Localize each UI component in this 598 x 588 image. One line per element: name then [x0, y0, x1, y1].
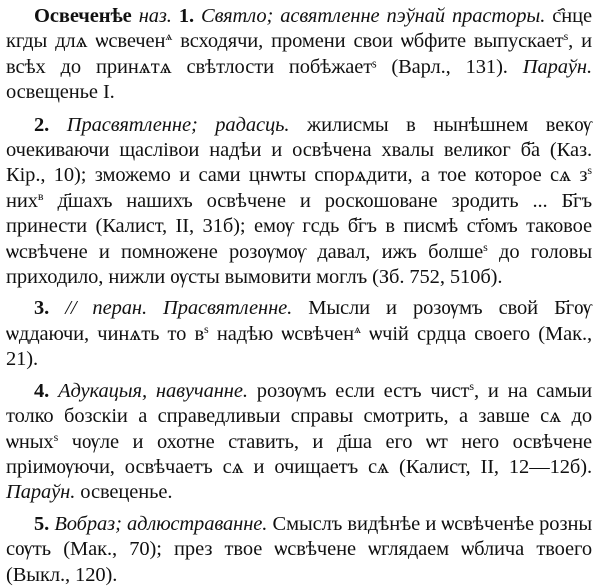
sense-5	[6, 512, 592, 588]
sense-number: 1.	[178, 5, 195, 27]
sense-number: 2.	[34, 113, 50, 136]
sense-gloss: Вобраз; адлюстраванне.	[54, 512, 268, 535]
quotation: Смыслъ видѣнѣе и ѡсвѣченѣе розны сѹть (Мак., 70); през твое ѡсвѣчене ѡглядаем ѡблича твоего (Выкл., 120).	[6, 512, 592, 586]
see-also-label: Параўн.	[6, 481, 76, 504]
sense-gloss: Святло; асвятленне пэўнай прасторы.	[201, 5, 546, 27]
sense-number: 4.	[34, 379, 50, 402]
sense-2	[6, 113, 592, 291]
sense-1	[6, 4, 592, 106]
quotation: Мысли и розѹмъ свой Б҃гѹ ѡддаючи, чинѧть то $в^s$ надѣю ѡсвѣчен$^ѧ$ ѡчій срдца своего (Мак., 21).	[6, 297, 592, 371]
part-of-speech: наз.	[138, 5, 172, 27]
sense-number: 3.	[34, 297, 50, 320]
headword: Освеченѣе	[34, 5, 132, 27]
see-also-reference: освещенье I.	[6, 81, 115, 104]
source-reference: (Варл., 131).	[391, 55, 508, 78]
sense-gloss: Адукацыя, навучанне.	[58, 379, 248, 402]
sense-gloss: // перан. Прасвятленне.	[65, 297, 293, 320]
sense-4	[6, 379, 592, 506]
quotation: с҄нце кгды длѧ ѡсвечен$^ѧ$ всходячи, промени свои ѡбфите выпускает$^s$, и всѣх до принѧтѧ свѣтлости побѣжаетˢ	[6, 5, 593, 78]
sense-gloss: Прасвятленне; радасць.	[66, 113, 290, 136]
sense-3	[6, 296, 592, 372]
quotation: жилисмы в нынѣшнем векѹ очекиваючи щаслівои надѣи и освѣчена хвалы великог б҃а (Каз. Кір., 10); зможемо и сами цнѡты спорѧдити, а тое которое сѧ $з^s$ них$^в$ д҃шахъ нашихъ освѣчене и роскошоване зродить ... Б҃гъ принести (Калист, II, 31б); емѹ гсдь б҃гъ в писмѣ ст҃омъ таковое ѡсвѣчене и помножене розѹмѹ давал, ижъ болше$^s$ до головы приходило, нижли ѹсты вымовити моглъ (Зб. 752, 510б).	[6, 113, 593, 289]
sense-number: 5.	[34, 512, 50, 535]
see-also-label: Параўн.	[522, 55, 592, 78]
quotation: розѹмъ если естъ чист$^s$, и на самыи толко бозскіи а справедливыи справы смотрить, а завше сѧ до ѡных$^s$ чѹле и охотне ставить, и д҃ша его ѡт него освѣчене пріимѹючи, освѣчаетъ сѧ и очищаетъ сѧ (Калист, II, 12—12б).	[6, 378, 593, 478]
see-also-reference: освеценье.	[80, 481, 173, 504]
